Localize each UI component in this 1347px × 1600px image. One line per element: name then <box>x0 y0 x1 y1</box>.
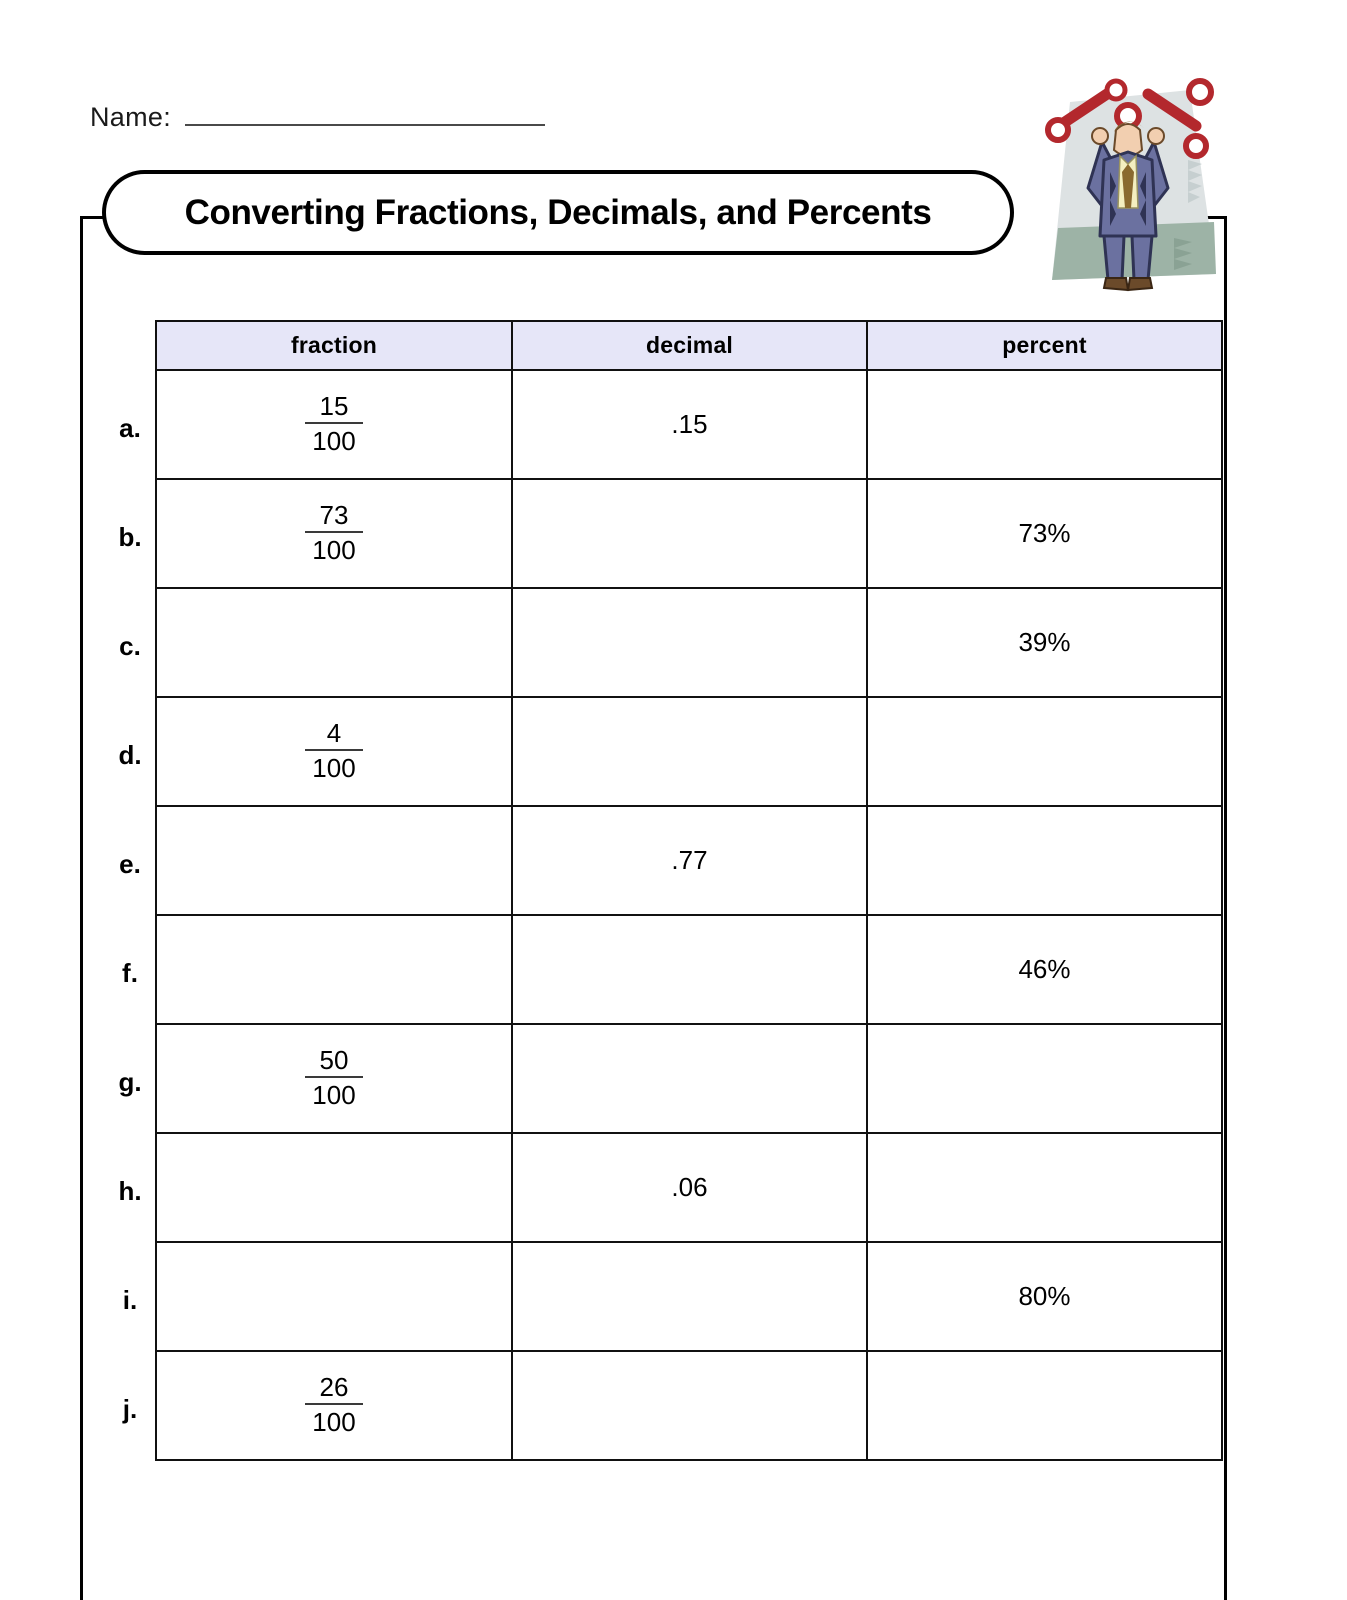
fraction-bar <box>305 749 362 751</box>
cell-fraction[interactable] <box>156 1242 512 1351</box>
conversion-table <box>155 320 1223 1461</box>
fraction-denominator: 100 <box>312 1407 356 1438</box>
cell-percent[interactable] <box>867 1133 1222 1242</box>
table-row <box>156 479 1222 588</box>
cell-fraction[interactable] <box>156 697 512 806</box>
cell-decimal[interactable] <box>512 697 867 806</box>
cell-fraction[interactable] <box>156 806 512 915</box>
cell-percent[interactable] <box>867 1024 1222 1133</box>
fraction-denominator: 100 <box>312 753 356 784</box>
fraction-denominator: 100 <box>312 1080 356 1111</box>
cell-percent[interactable] <box>867 697 1222 806</box>
cell-percent[interactable] <box>867 806 1222 915</box>
cell-decimal[interactable] <box>512 479 867 588</box>
row-label-b: b. <box>118 522 142 552</box>
row-label-j: j. <box>122 1394 138 1424</box>
fraction-numerator: 50 <box>319 1044 349 1075</box>
cell-percent[interactable]: 80% <box>867 1242 1222 1351</box>
table-row <box>156 588 1222 697</box>
cell-percent[interactable]: 73% <box>867 479 1222 588</box>
cell-fraction[interactable] <box>156 1133 512 1242</box>
cell-fraction[interactable] <box>156 588 512 697</box>
fraction-numerator: 15 <box>319 390 349 421</box>
table-row <box>156 370 1222 479</box>
cell-fraction[interactable] <box>156 479 512 588</box>
table-header-row <box>156 321 1222 370</box>
column-header-fraction: fraction <box>156 321 512 370</box>
fraction-denominator: 100 <box>312 426 356 457</box>
frame-left-rule <box>80 216 83 1600</box>
fraction-value <box>305 1046 362 1109</box>
cell-decimal[interactable] <box>512 1351 867 1460</box>
fraction-denominator: 100 <box>312 535 356 566</box>
table-body <box>156 370 1222 1460</box>
table-row <box>156 697 1222 806</box>
cell-fraction[interactable] <box>156 1024 512 1133</box>
cell-fraction[interactable] <box>156 1351 512 1460</box>
fraction-value <box>305 392 362 455</box>
conversion-table-wrapper <box>155 320 1221 1461</box>
row-label-a: a. <box>119 413 141 443</box>
fraction-value <box>305 501 362 564</box>
table-row <box>156 1133 1222 1242</box>
fraction-bar <box>305 531 362 533</box>
cell-percent[interactable] <box>867 1351 1222 1460</box>
cell-decimal[interactable]: .15 <box>512 370 867 479</box>
page-title: Converting Fractions, Decimals, and Percents <box>184 192 932 232</box>
column-header-percent: percent <box>867 321 1222 370</box>
table-row <box>156 1351 1222 1460</box>
cell-percent[interactable]: 39% <box>867 588 1222 697</box>
cell-percent[interactable] <box>867 370 1222 479</box>
row-label-i: i. <box>122 1285 138 1315</box>
cell-decimal[interactable]: .06 <box>512 1133 867 1242</box>
row-label-g: g. <box>118 1067 142 1097</box>
table-row <box>156 806 1222 915</box>
row-label-d: d. <box>118 740 142 770</box>
fraction-numerator: 73 <box>319 499 349 530</box>
table-head <box>156 321 1222 370</box>
table-row <box>156 915 1222 1024</box>
column-header-decimal: decimal <box>512 321 867 370</box>
cell-decimal[interactable] <box>512 588 867 697</box>
fraction-bar <box>305 1403 362 1405</box>
fraction-bar <box>305 422 362 424</box>
cell-decimal[interactable] <box>512 1024 867 1133</box>
fraction-bar <box>305 1076 362 1078</box>
worksheet-title-pill <box>102 170 1014 255</box>
cell-decimal[interactable] <box>512 915 867 1024</box>
businessman-percent-clipart <box>1028 68 1226 306</box>
fraction-value <box>305 1373 362 1436</box>
fraction-numerator: 26 <box>319 1371 349 1402</box>
table-row <box>156 1024 1222 1133</box>
table-row <box>156 1242 1222 1351</box>
name-input-blank[interactable] <box>185 100 545 126</box>
cell-fraction[interactable] <box>156 370 512 479</box>
name-label: Name: <box>90 102 172 132</box>
row-label-h: h. <box>118 1176 142 1206</box>
cell-decimal[interactable] <box>512 1242 867 1351</box>
row-label-c: c. <box>119 631 141 661</box>
fraction-value <box>305 719 362 782</box>
row-label-f: f. <box>122 958 138 988</box>
fraction-numerator: 4 <box>326 717 342 748</box>
frame-right-rule <box>1224 216 1227 1600</box>
cell-decimal[interactable]: .77 <box>512 806 867 915</box>
cell-fraction[interactable] <box>156 915 512 1024</box>
name-row <box>90 100 545 133</box>
cell-percent[interactable]: 46% <box>867 915 1222 1024</box>
row-label-e: e. <box>119 849 141 879</box>
